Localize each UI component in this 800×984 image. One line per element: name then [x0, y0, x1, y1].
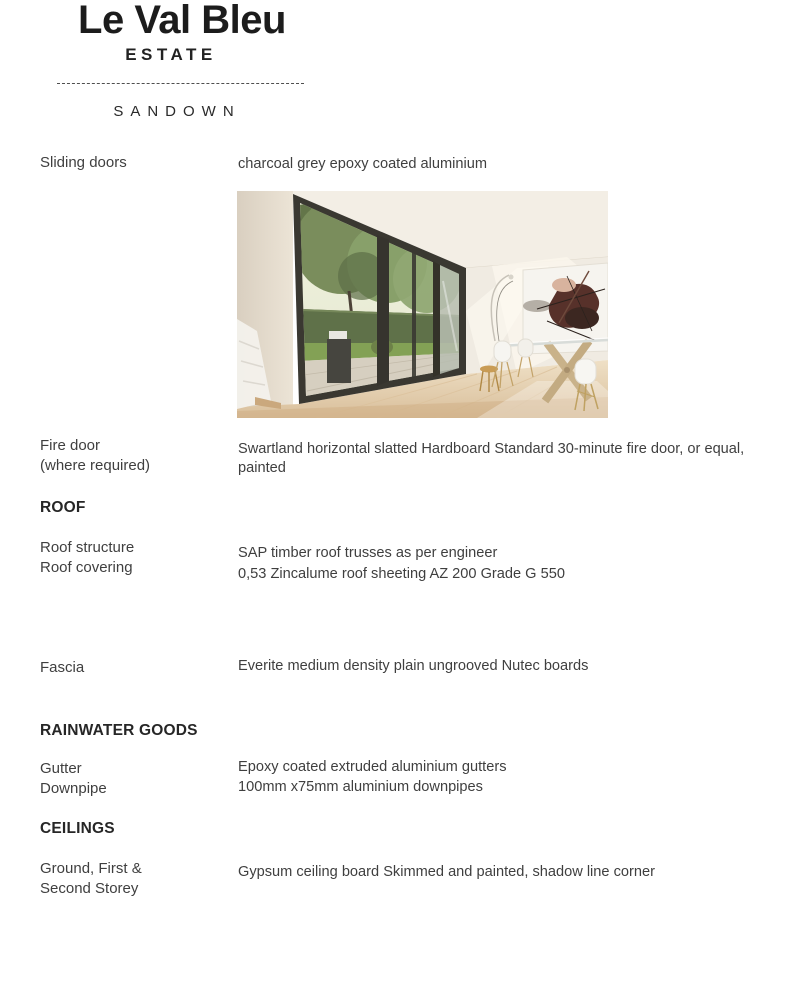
fire-door-label-line2: (where required): [40, 457, 151, 474]
brand-divider: [57, 83, 304, 84]
estate-location: SANDOWN: [113, 103, 241, 120]
fire-door-value: [238, 440, 744, 478]
ceilings-label-line2: Second Storey: [40, 880, 139, 897]
fire-door-label: [40, 436, 150, 476]
sliding-doors-photo: [237, 191, 608, 418]
roof-covering-label: Roof covering: [40, 559, 133, 576]
ceilings-label: [40, 859, 142, 899]
sliding-doors-label: Sliding doors: [40, 154, 127, 171]
ceilings-heading: CEILINGS: [40, 820, 115, 837]
gutter-value: Epoxy coated extruded aluminium gutters: [238, 759, 507, 775]
estate-title: Le Val Bleu: [78, 0, 286, 42]
fascia-label: Fascia: [40, 659, 85, 676]
ceilings-value: Gypsum ceiling board Skimmed and painted, shadow line corner: [238, 864, 655, 880]
sliding-doors-value: charcoal grey epoxy coated aluminium: [238, 156, 488, 172]
roof-value: [238, 543, 565, 585]
gutter-label: Gutter: [40, 760, 82, 777]
fascia-value: Everite medium density plain ungrooved Nutec boards: [238, 658, 589, 674]
rainwater-goods-heading: RAINWATER GOODS: [40, 722, 198, 739]
fire-door-value-line2: painted: [238, 460, 286, 476]
roof-covering-value: 0,53 Zincalume roof sheeting AZ 200 Grade G 550: [238, 566, 565, 582]
ceilings-label-line1: Ground, First &: [40, 860, 142, 877]
roof-structure-value: SAP timber roof trusses as per engineer: [238, 545, 498, 561]
rainwater-label: [40, 759, 107, 799]
estate-subtitle: ESTATE: [125, 45, 217, 64]
roof-heading: ROOF: [40, 499, 86, 516]
roof-label: [40, 538, 134, 578]
downpipe-label: Downpipe: [40, 780, 107, 797]
downpipe-value: 100mm x75mm aluminium downpipes: [238, 779, 483, 795]
fire-door-label-line1: Fire door: [40, 437, 101, 454]
fire-door-value-line1: Swartland horizontal slatted Hardboard Standard 30-minute fire door, or equal,: [238, 441, 745, 457]
roof-structure-label: Roof structure: [40, 539, 135, 556]
rainwater-value: [238, 757, 507, 797]
